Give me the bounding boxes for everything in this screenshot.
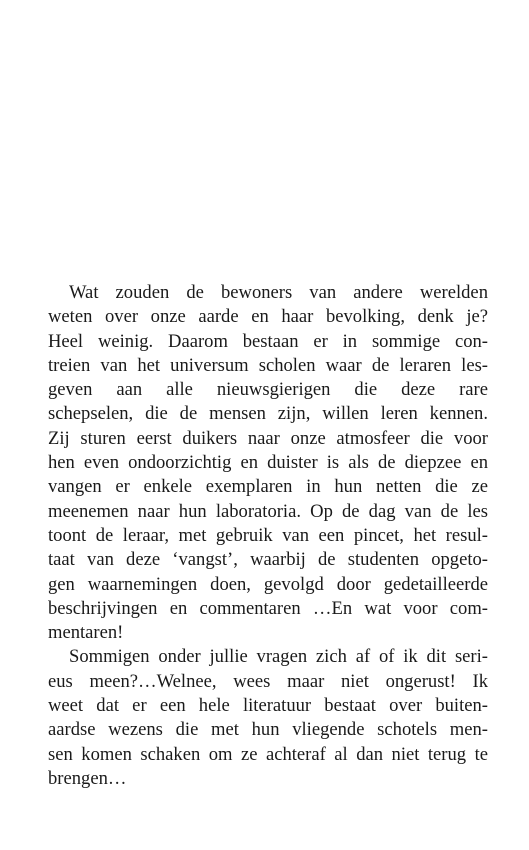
text-line: sen komen schaken om ze achteraf al dan niet terug te xyxy=(48,743,488,765)
text-line: Sommigen onder jullie vragen zich af of ik dit seri- xyxy=(69,646,488,668)
text-line: hen even ondoorzichtig en duister is als de diepzee en xyxy=(48,452,488,474)
text-line: mentaren! xyxy=(48,622,124,644)
text-line: brengen… xyxy=(48,767,127,789)
text-line: eus meen?…Welnee, wees maar niet ongerust! Ik xyxy=(48,670,488,692)
text-line: weet dat er een hele literatuur bestaat over buiten- xyxy=(48,695,488,717)
text-line: aardse wezens die met hun vliegende schotels men- xyxy=(48,719,488,741)
text-line: Zij sturen eerst duikers naar onze atmosfeer die voor xyxy=(48,427,488,449)
text-line: Heel weinig. Daarom bestaan er in sommige con- xyxy=(48,330,488,352)
paragraph xyxy=(48,281,488,645)
text-line: weten over onze aarde en haar bevolking, denk je? xyxy=(48,306,488,328)
text-line: treien van het universum scholen waar de leraren les- xyxy=(48,354,488,376)
text-line: schepselen, die de mensen zijn, willen leren kennen. xyxy=(48,403,488,425)
text-line: taat van deze ‘vangst’, waarbij de studenten opgeto- xyxy=(48,549,488,571)
body-text xyxy=(48,281,488,791)
text-line: gen waarnemingen doen, gevolgd door gedetailleerde xyxy=(48,573,488,595)
text-line: vangen er enkele exemplaren in hun netten die ze xyxy=(48,476,488,498)
text-line: beschrijvingen en commentaren …En wat voor com- xyxy=(48,597,488,619)
paragraph xyxy=(48,645,488,791)
text-line: Wat zouden de bewoners van andere werelden xyxy=(69,282,488,303)
text-line: geven aan alle nieuwsgierigen die deze rare xyxy=(48,379,488,401)
text-line: toont de leraar, met gebruik van een pincet, het resul- xyxy=(48,524,488,546)
text-line: meenemen naar hun laboratoria. Op de dag van de les xyxy=(48,500,488,522)
